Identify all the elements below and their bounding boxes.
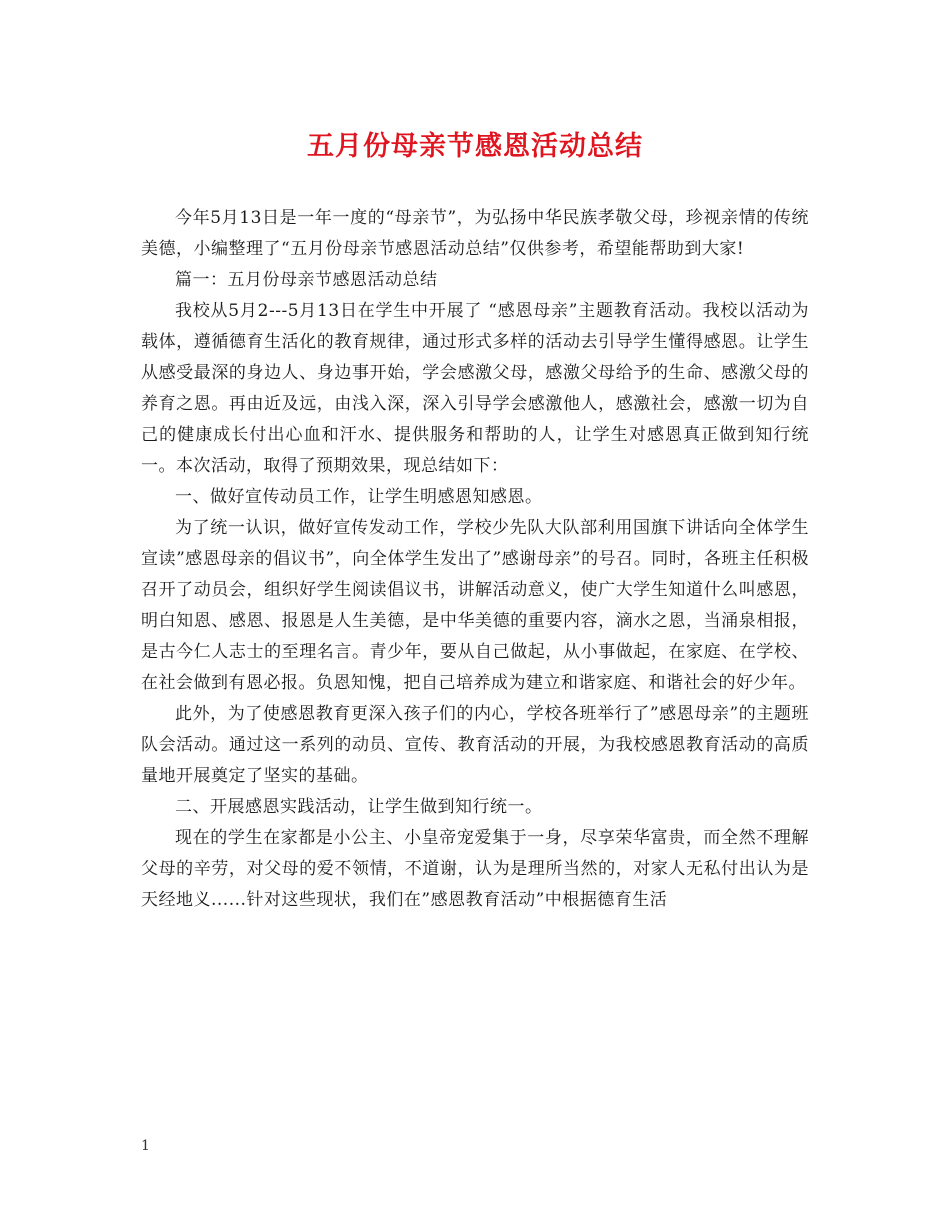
document-title: 五月份母亲节感恩活动总结 bbox=[307, 131, 643, 162]
section-heading-2: 二、开展感恩实践活动，让学生做到知行统一。 bbox=[175, 797, 543, 817]
paragraph-practice: 现在的学生在家都是小公主、小皇帝宠爱集于一身，尽享荣华富贵，而全然不理解父母的辛劳，对父母的爱不领情，不道谢，认为是理所当然的，对家人无私付出认为是天经地义......针对这些现状，我们在”感恩教育活动”中根据德育生活 bbox=[141, 828, 809, 910]
paragraph-class-meetings: 此外，为了使感恩教育更深入孩子们的内心，学校各班举行了”感恩母亲”的主题班队会活动。通过这一系列的动员、宣传、教育活动的开展，为我校感恩教育活动的高质量地开展奠定了坚实的基础。 bbox=[141, 704, 809, 786]
paragraph-publicity: 为了统一认识，做好宣传发动工作，学校少先队大队部利用国旗下讲话向全体学生宣读”感恩母亲的倡议书”，向全体学生发出了”感谢母亲”的号召。同时，各班主任积极召开了动员会，组织好学生阅读倡议书，讲解活动意义，使广大学生知道什么叫感恩，明白知恩、感恩、报恩是人生美德，是中华美德的重要内容，滴水之恩，当涌泉相报，是古今仁人志士的至理名言。青少年，要从自己做起，从小事做起，在家庭、在学校、在社会做到有恩必报。负恩知愧，把自己培养成为建立和谐家庭、和谐社会的好少年。 bbox=[141, 518, 809, 693]
paragraph-intro: 今年5月13日是一年一度的“母亲节”，为弘扬中华民族孝敬父母，珍视亲情的传统美德，小编整理了“五月份母亲节感恩活动总结”仅供参考，希望能帮助到大家! bbox=[141, 208, 809, 259]
paragraph-overview: 我校从5月2---5月13日在学生中开展了 “感恩母亲”主题教育活动。我校以活动为载体，遵循德育生活化的教育规律，通过形式多样的活动去引导学生懂得感恩。让学生从感受最深的身边人、身边事开始，学会感激父母，感激父母给予的生命、感激父母的养育之恩。再由近及远，由浅入深，深入引导学会感激他人，感激社会，感激一切为自己的健康成长付出心血和汗水、提供服务和帮助的人，让学生对感恩真正做到知行统一。本次活动，取得了预期效果，现总结如下： bbox=[141, 301, 809, 476]
paragraph-part-heading: 篇一：五月份母亲节感恩活动总结 bbox=[175, 270, 438, 290]
document-body bbox=[141, 203, 809, 916]
section-heading-1: 一、做好宣传动员工作，让学生明感恩知感恩。 bbox=[175, 487, 543, 507]
page-number: 1 bbox=[141, 1138, 150, 1154]
